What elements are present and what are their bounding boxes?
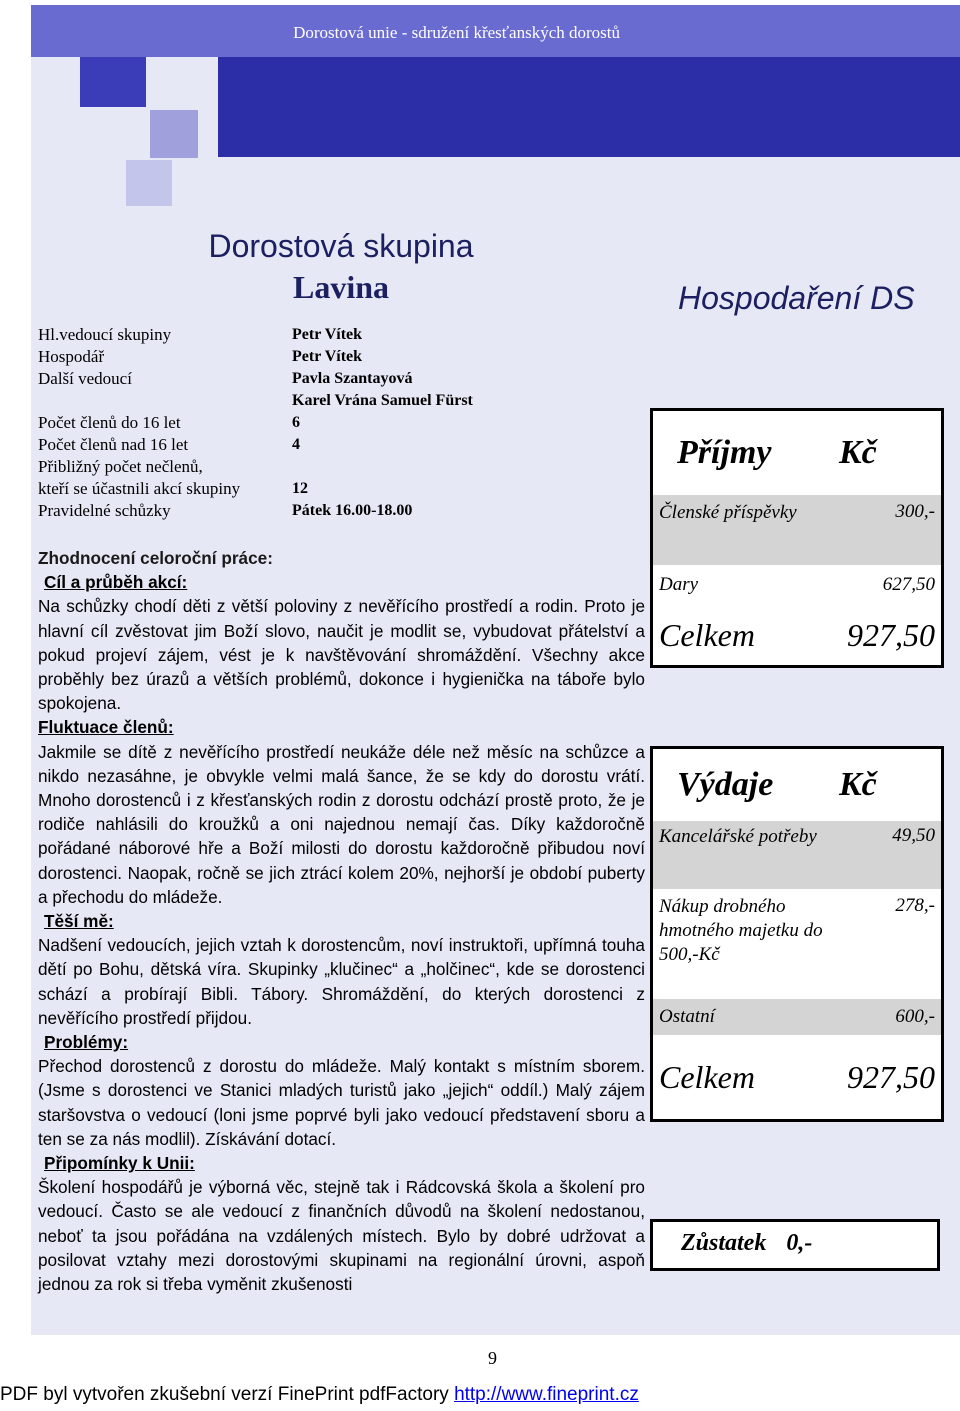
- finance-title: Hospodaření DS: [678, 280, 915, 316]
- income-item: Členské příspěvky: [652, 495, 834, 565]
- page-number: 9: [488, 1348, 497, 1368]
- expense-item: Kancelářské potřeby: [652, 821, 834, 889]
- section-text: Školení hospodářů je výborná věc, stejně tak i Rádcovská škola a školení pro vedoucí. Často se ale vedoucí z finančních důvodů na školení nedostanou, neboť ta jsou pořádána na vzdálených místech. Bylo by dobré udržovat a posilovat vztahy mezi dorostovými skupinami na regionální úrovni, aspoň jednou za rok si třeba vyměnit zkušenosti: [38, 1177, 645, 1295]
- info-label: [38, 390, 292, 412]
- info-label: Počet členů do 16 let: [38, 413, 181, 432]
- info-value: 4: [292, 436, 300, 453]
- income-label: Příjmy: [652, 410, 834, 496]
- expense-total-label: Celkem: [652, 1035, 834, 1121]
- section-text: Přechod dorostenců z dorostu do mládeže. Malý kontakt s místním sborem. (Jsme s dorostenci ve Stanici mladých turistů jako „jejich“ oddíl.) Malý zájem staršovstva o vedoucí (loni jsme poprvé byli jako vedoucí představení sboru a ten se za nás modlil). Získávání dotací.: [38, 1056, 645, 1149]
- info-label: Hospodář: [38, 347, 105, 366]
- decor-square: [126, 160, 172, 206]
- info-value: Pátek 16.00-18.00: [292, 502, 413, 519]
- income-item: Dary: [652, 565, 834, 605]
- expense-amount: 49,50: [833, 821, 943, 889]
- info-value: 12: [292, 480, 308, 497]
- expense-total: 927,50: [833, 1035, 943, 1121]
- info-label: Přibližný počet nečlenů,: [38, 457, 203, 476]
- expense-item: Nákup drobného hmotného majetku do 500,-Kč: [652, 889, 834, 999]
- info-value: 6: [292, 414, 300, 431]
- table-row: [652, 565, 943, 605]
- currency-label: Kč: [833, 410, 943, 496]
- info-label: Počet členů nad 16 let: [38, 435, 189, 454]
- group-title-label: Dorostová skupina: [208, 228, 474, 264]
- section-text: Na schůzky chodí děti z větší poloviny z nevěřícího prostředí a rodin. Proto je hlavní cíl zvěstovat jim Boží slovo, naučit je modlit se, vybudovat přátelství a pokud projeví zájem, vést je k navštěvování shromáždění. Všechny akce proběhly bez úrazů a větších problémů, dokonce i hygienička na táboře bylo spokojena.: [38, 596, 645, 714]
- info-value: Petr Vítek: [292, 348, 363, 365]
- info-value: Karel Vrána Samuel Fürst: [292, 392, 473, 409]
- header-title: Dorostová unie - sdružení křesťanských dorostů: [293, 23, 620, 42]
- section-title: Těší mě:: [44, 911, 114, 932]
- expense-table: [650, 746, 944, 1122]
- header-bar: [31, 5, 960, 57]
- info-label: kteří se účastnili akcí skupiny: [38, 479, 241, 498]
- info-row: [38, 324, 658, 346]
- report-text: [38, 546, 645, 1296]
- balance-value: 0,-: [786, 1230, 813, 1256]
- expense-total-row: [652, 1035, 943, 1121]
- section-title: Fluktuace členů:: [38, 717, 174, 738]
- balance-label: Zůstatek: [681, 1230, 767, 1256]
- table-row: [652, 889, 943, 999]
- income-amount: 627,50: [833, 565, 943, 605]
- info-label: Hl.vedoucí skupiny: [38, 325, 172, 344]
- expense-header: [652, 748, 943, 822]
- currency-label: Kč: [833, 748, 943, 822]
- info-row: [38, 390, 658, 412]
- group-title: [205, 225, 477, 307]
- info-row: [38, 500, 658, 522]
- info-value: Petr Vítek: [292, 326, 363, 343]
- section-title: Problémy:: [44, 1032, 129, 1053]
- income-total-label: Celkem: [652, 605, 834, 667]
- info-row: [38, 478, 658, 500]
- info-label: Pravidelné schůzky: [38, 501, 171, 520]
- report-heading: Zhodnocení celoroční práce:: [38, 548, 273, 568]
- expense-item: Ostatní: [652, 999, 834, 1035]
- income-table: [650, 408, 944, 668]
- expense-amount: 278,-: [833, 889, 943, 999]
- income-total-row: [652, 605, 943, 667]
- group-info: [38, 324, 658, 522]
- section-title: Připomínky k Unii:: [44, 1153, 195, 1174]
- section-text: Jakmile se dítě z nevěřícího prostředí neukáže déle než měsíc na schůzce a nikdo nezasáhne, je obvykle velmi malá šance, že se kdy do dorostu vrátí. Mnoho dorostenců i z křesťanských rodin z dorostu odchází prostě proto, že je rodiče nahlásili do kroužků a oni najednou nemají čas. Díky každoročně pořádané náborové hře a Boží milosti do dorostu každoročně přibudou noví dorostenci. Naopak, ročně se jich ztrácí kolem 20%, nejhorší je období puberty a přechodu do mládeže.: [38, 741, 645, 907]
- section-title: Cíl a průběh akcí:: [44, 572, 188, 593]
- section-text: Nadšení vedoucích, jejich vztah k dorostencům, noví instruktoři, upřímná touha dětí po Bohu, dětská víra. Skupinky „klučinec“ a „holčinec“, kde se dorostenci schází a probírají Bibli. Tábory. Shromáždění, do kterých dorostenci z nevěřícího prostředí přijdou.: [38, 935, 645, 1028]
- decor-square: [80, 57, 146, 107]
- decor-square: [150, 110, 198, 158]
- info-row: [38, 434, 658, 456]
- info-value: Pavla Szantayová: [292, 370, 413, 387]
- table-row: [652, 999, 943, 1035]
- group-name: Lavina: [292, 269, 390, 305]
- footer-text: PDF byl vytvořen zkušební verzí FinePrint pdfFactory: [0, 1384, 449, 1405]
- income-header: [652, 410, 943, 496]
- info-row: [38, 412, 658, 434]
- income-total: 927,50: [833, 605, 943, 667]
- expense-label: Výdaje: [652, 748, 834, 822]
- footer: [0, 1384, 639, 1406]
- balance-box: [650, 1219, 940, 1271]
- footer-link[interactable]: http://www.fineprint.cz: [454, 1384, 639, 1405]
- info-label: Další vedoucí: [38, 369, 132, 388]
- income-amount: 300,-: [833, 495, 943, 565]
- info-row: [38, 456, 658, 478]
- info-row: [38, 368, 658, 390]
- table-row: [652, 495, 943, 565]
- info-row: [38, 346, 658, 368]
- decor-square: [218, 57, 960, 157]
- expense-amount: 600,-: [833, 999, 943, 1035]
- table-row: [652, 821, 943, 889]
